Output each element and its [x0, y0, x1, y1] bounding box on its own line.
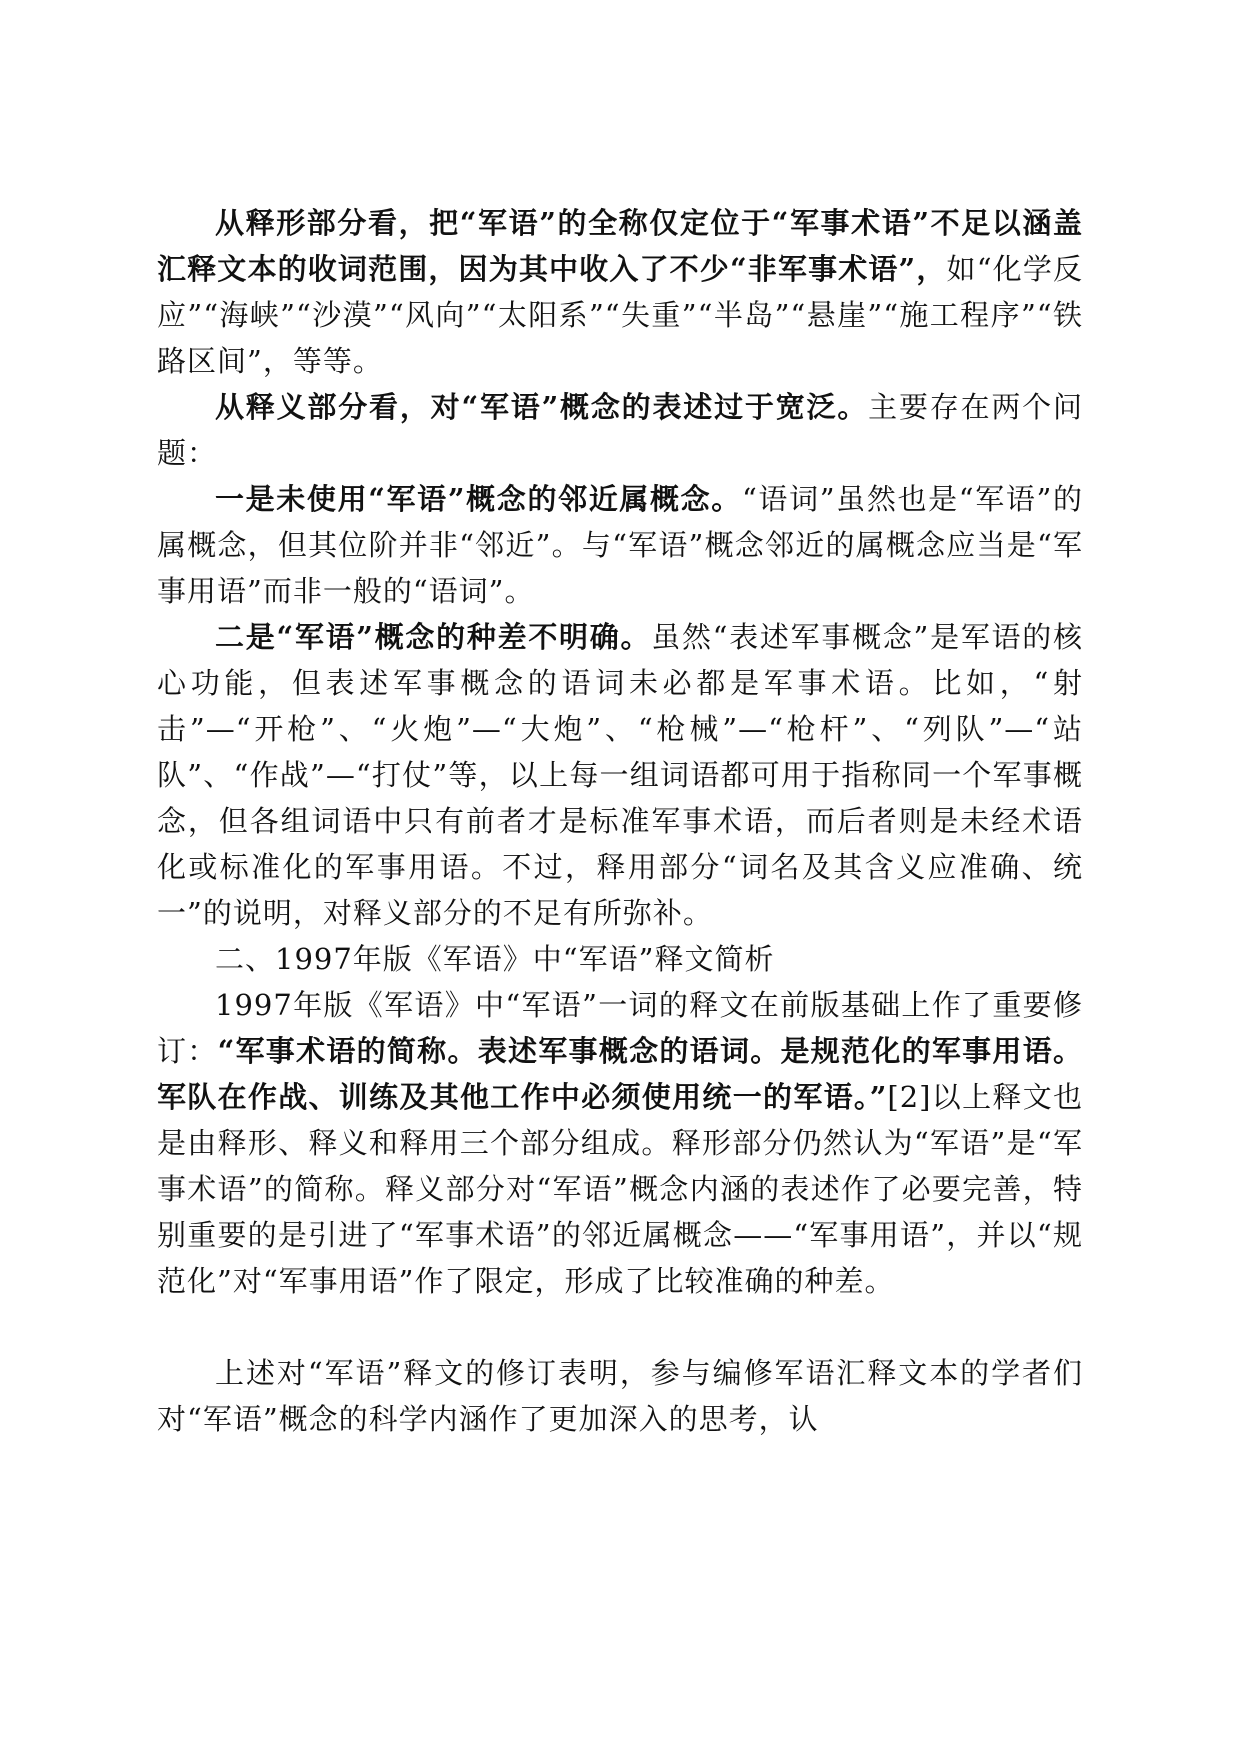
paragraph-conclusion: 上述对“军语”释文的修订表明，参与编修军语汇释文本的学者们对“军语”概念的科学内涵作了更加深入的思考，认 [157, 1356, 1083, 1436]
paragraph-lead-bold: 从释义部分看，对“军语”概念的表述过于宽泛。 [215, 390, 869, 424]
paragraph-problem-two [157, 614, 1083, 936]
quoted-definition: “军事术语的简称。表述军事概念的语词。是规范化的军事用语。军队在作战、训练及其他工作中必须使用统一的军语。” [157, 1034, 1083, 1114]
section-heading: 二、1997年版《军语》中“军语”释文简析 [215, 942, 775, 976]
body-text [157, 200, 1083, 1442]
paragraph-problem-one [157, 476, 1083, 614]
paragraph-lead-text: 1997年版《军语》中“军语”一词的释文在前版基础上作了重要修订： [157, 988, 1083, 1068]
paragraph-text: 主要存在两个问题： [157, 390, 1083, 470]
paragraph-form-analysis [157, 200, 1083, 384]
paragraph-lead-bold: 二是“军语”概念的种差不明确。 [215, 620, 652, 654]
paragraph-1997-definition [157, 982, 1083, 1304]
paragraph-text: [2]以上释文也是由释形、释义和释用三个部分组成。释形部分仍然认为“军语”是“军事术语”的简称。释义部分对“军语”概念内涵的表述作了必要完善，特别重要的是引进了“军事术语”的邻近属概念——“军事用语”，并以“规范化”对“军事用语”作了限定，形成了比较准确的种差。 [157, 1080, 1083, 1298]
paragraph-lead-bold: 一是未使用“军语”概念的邻近属概念。 [215, 482, 742, 516]
paragraph-meaning-analysis [157, 384, 1083, 476]
paragraph-text: 虽然“表述军事概念”是军语的核心功能，但表述军事概念的语词未必都是军事术语。比如，“射击”—“开枪”、“火炮”—“大炮”、“枪械”—“枪杆”、“列队”—“站队”、“作战”—“打仗”等，以上每一组词语都可用于指称同一个军事概念，但各组词语中只有前者才是标准军事术语，而后者则是未经术语化或标准化的军事用语。不过，释用部分“词名及其含义应准确、统一”的说明，对释义部分的不足有所弥补。 [157, 620, 1083, 930]
paragraph-text: “语词”虽然也是“军语”的属概念，但其位阶并非“邻近”。与“军语”概念邻近的属概念应当是“军事用语”而非一般的“语词”。 [157, 482, 1083, 608]
paragraph-lead-bold: 从释形部分看，把“军语”的全称仅定位于“军事术语”不足以涵盖汇释文本的收词范围，因为其中收入了不少“非军事术语”， [157, 206, 1083, 286]
paragraph-text: 如“化学反应”“海峡”“沙漠”“风向”“太阳系”“失重”“半岛”“悬崖”“施工程序”“铁路区间”，等等。 [157, 252, 1083, 378]
